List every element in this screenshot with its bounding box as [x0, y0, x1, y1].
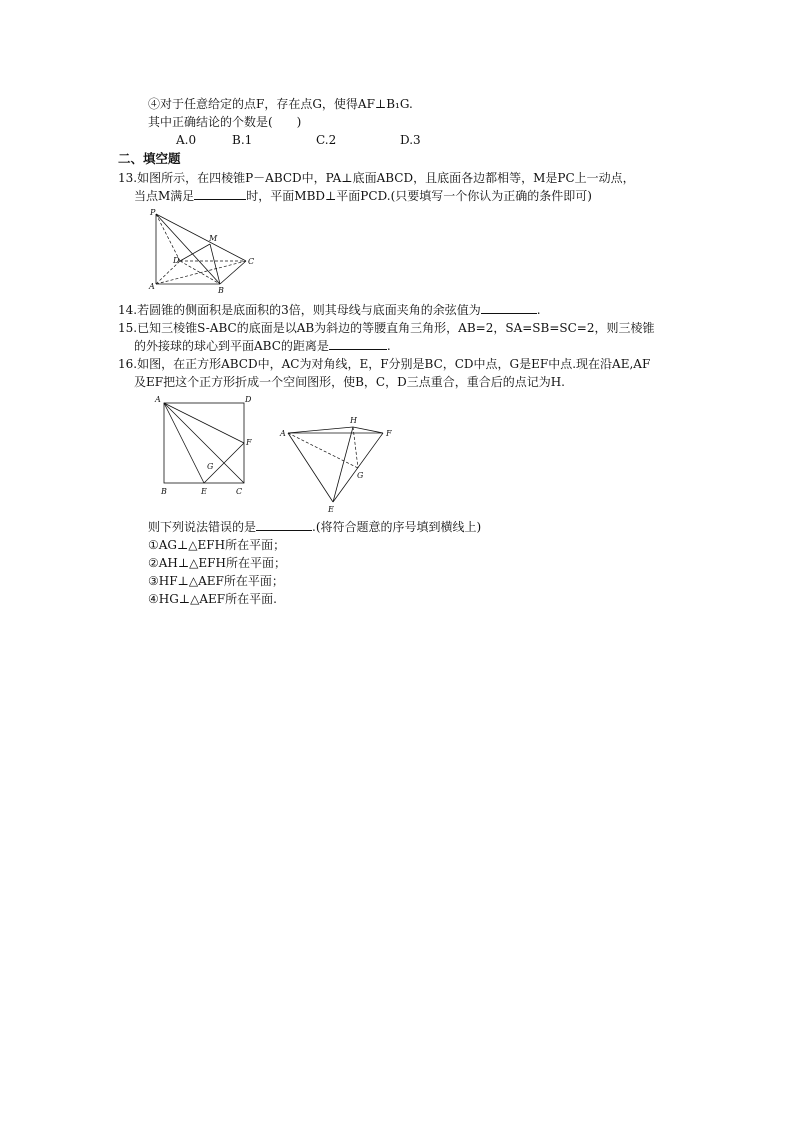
q13-line-2 — [134, 188, 592, 204]
q15-line-2: 的外接球的球心到平面ABC的距离是 . — [134, 339, 391, 353]
q15-answer-blank[interactable] — [329, 338, 387, 350]
q16-tetrahedron-figure — [278, 414, 408, 516]
edge-BC — [220, 261, 246, 284]
label-F: F — [246, 438, 252, 447]
section-title: 二、填空题 — [118, 151, 181, 166]
q16-line-1: 16.如图，在正方形ABCD中，AC为对角线，E，F分别是BC，CD中点，G是EF中点.现在沿AE,AF — [118, 357, 651, 371]
edge-AE — [288, 433, 333, 502]
q16-square-figure — [152, 394, 262, 498]
q16-option-2: ②AH⊥△EFH所在平面； — [148, 556, 286, 570]
q12-option-c: C.2 — [316, 133, 337, 147]
q13-answer-blank[interactable] — [194, 188, 246, 200]
label-C: C — [236, 487, 243, 496]
q12-option-d: D.3 — [400, 133, 421, 147]
edge-PB — [156, 214, 220, 284]
label-E: E — [328, 505, 334, 514]
q15-line-1: 15.已知三棱锥S-ABC的底面是以AB为斜边的等腰直角三角形，AB=2，SA=SB=SC=2，则三棱锥 — [118, 321, 655, 335]
label-B: B — [218, 286, 224, 295]
edge-PD — [156, 214, 180, 261]
edge-DM — [180, 244, 210, 261]
q12-option-a: A.0 — [176, 133, 197, 147]
label-A: A — [155, 395, 161, 404]
q13-pyramid-figure — [146, 206, 256, 295]
label-M: M — [209, 234, 218, 243]
label-A: A — [280, 429, 286, 438]
segment-AG — [288, 433, 358, 468]
label-A: A — [149, 282, 155, 291]
label-C: C — [248, 257, 255, 266]
edge-AH — [288, 427, 353, 433]
q16-answer-blank[interactable] — [256, 519, 312, 531]
q13-text-a: 当点M满足 — [134, 189, 195, 203]
q12-question: 其中正确结论的个数是( ) — [148, 115, 302, 129]
q16-prompt: 则下列说法错误的是 .(将符合题意的序号填到横线上) — [148, 520, 482, 534]
segment-AE — [164, 403, 204, 483]
label-H: H — [350, 416, 357, 425]
label-F: F — [386, 429, 392, 438]
segment-AC — [164, 403, 244, 483]
q16-option-4: ④HG⊥△AEF所在平面. — [148, 592, 277, 606]
label-D: D — [245, 395, 252, 404]
q16-option-1: ①AG⊥△EFH所在平面； — [148, 538, 286, 552]
label-G: G — [357, 471, 364, 480]
q14-line: 14.若圆锥的侧面积是底面积的3倍，则其母线与底面夹角的余弦值为 . — [118, 303, 541, 317]
label-B: B — [161, 487, 167, 496]
segment-AF — [164, 403, 244, 443]
edge-HF — [353, 427, 383, 433]
q12-option-b: B.1 — [232, 133, 253, 147]
q16-line-2: 及EF把这个正方形折成一个空间图形，使B，C，D三点重合，重合后的点记为H. — [134, 375, 565, 389]
label-G: G — [207, 462, 214, 471]
q13-line-1: 13.如图所示，在四棱锥P－ABCD中，PA⊥底面ABCD，且底面各边都相等，M是PC上一动点， — [118, 171, 635, 185]
label-P: P — [150, 208, 156, 217]
q13-text-b: 时，平面MBD⊥平面PCD.(只要填写一个你认为正确的条件即可) — [246, 189, 592, 203]
label-E: E — [201, 487, 207, 496]
q16-option-3: ③HF⊥△AEF所在平面； — [148, 574, 284, 588]
q14-answer-blank[interactable] — [481, 302, 537, 314]
label-D: D — [173, 256, 180, 265]
edge-HE — [333, 427, 353, 502]
q12-statement-4: ④对于任意给定的点F，存在点G，使得AF⊥B₁G. — [148, 97, 413, 111]
edge-PC — [156, 214, 246, 261]
